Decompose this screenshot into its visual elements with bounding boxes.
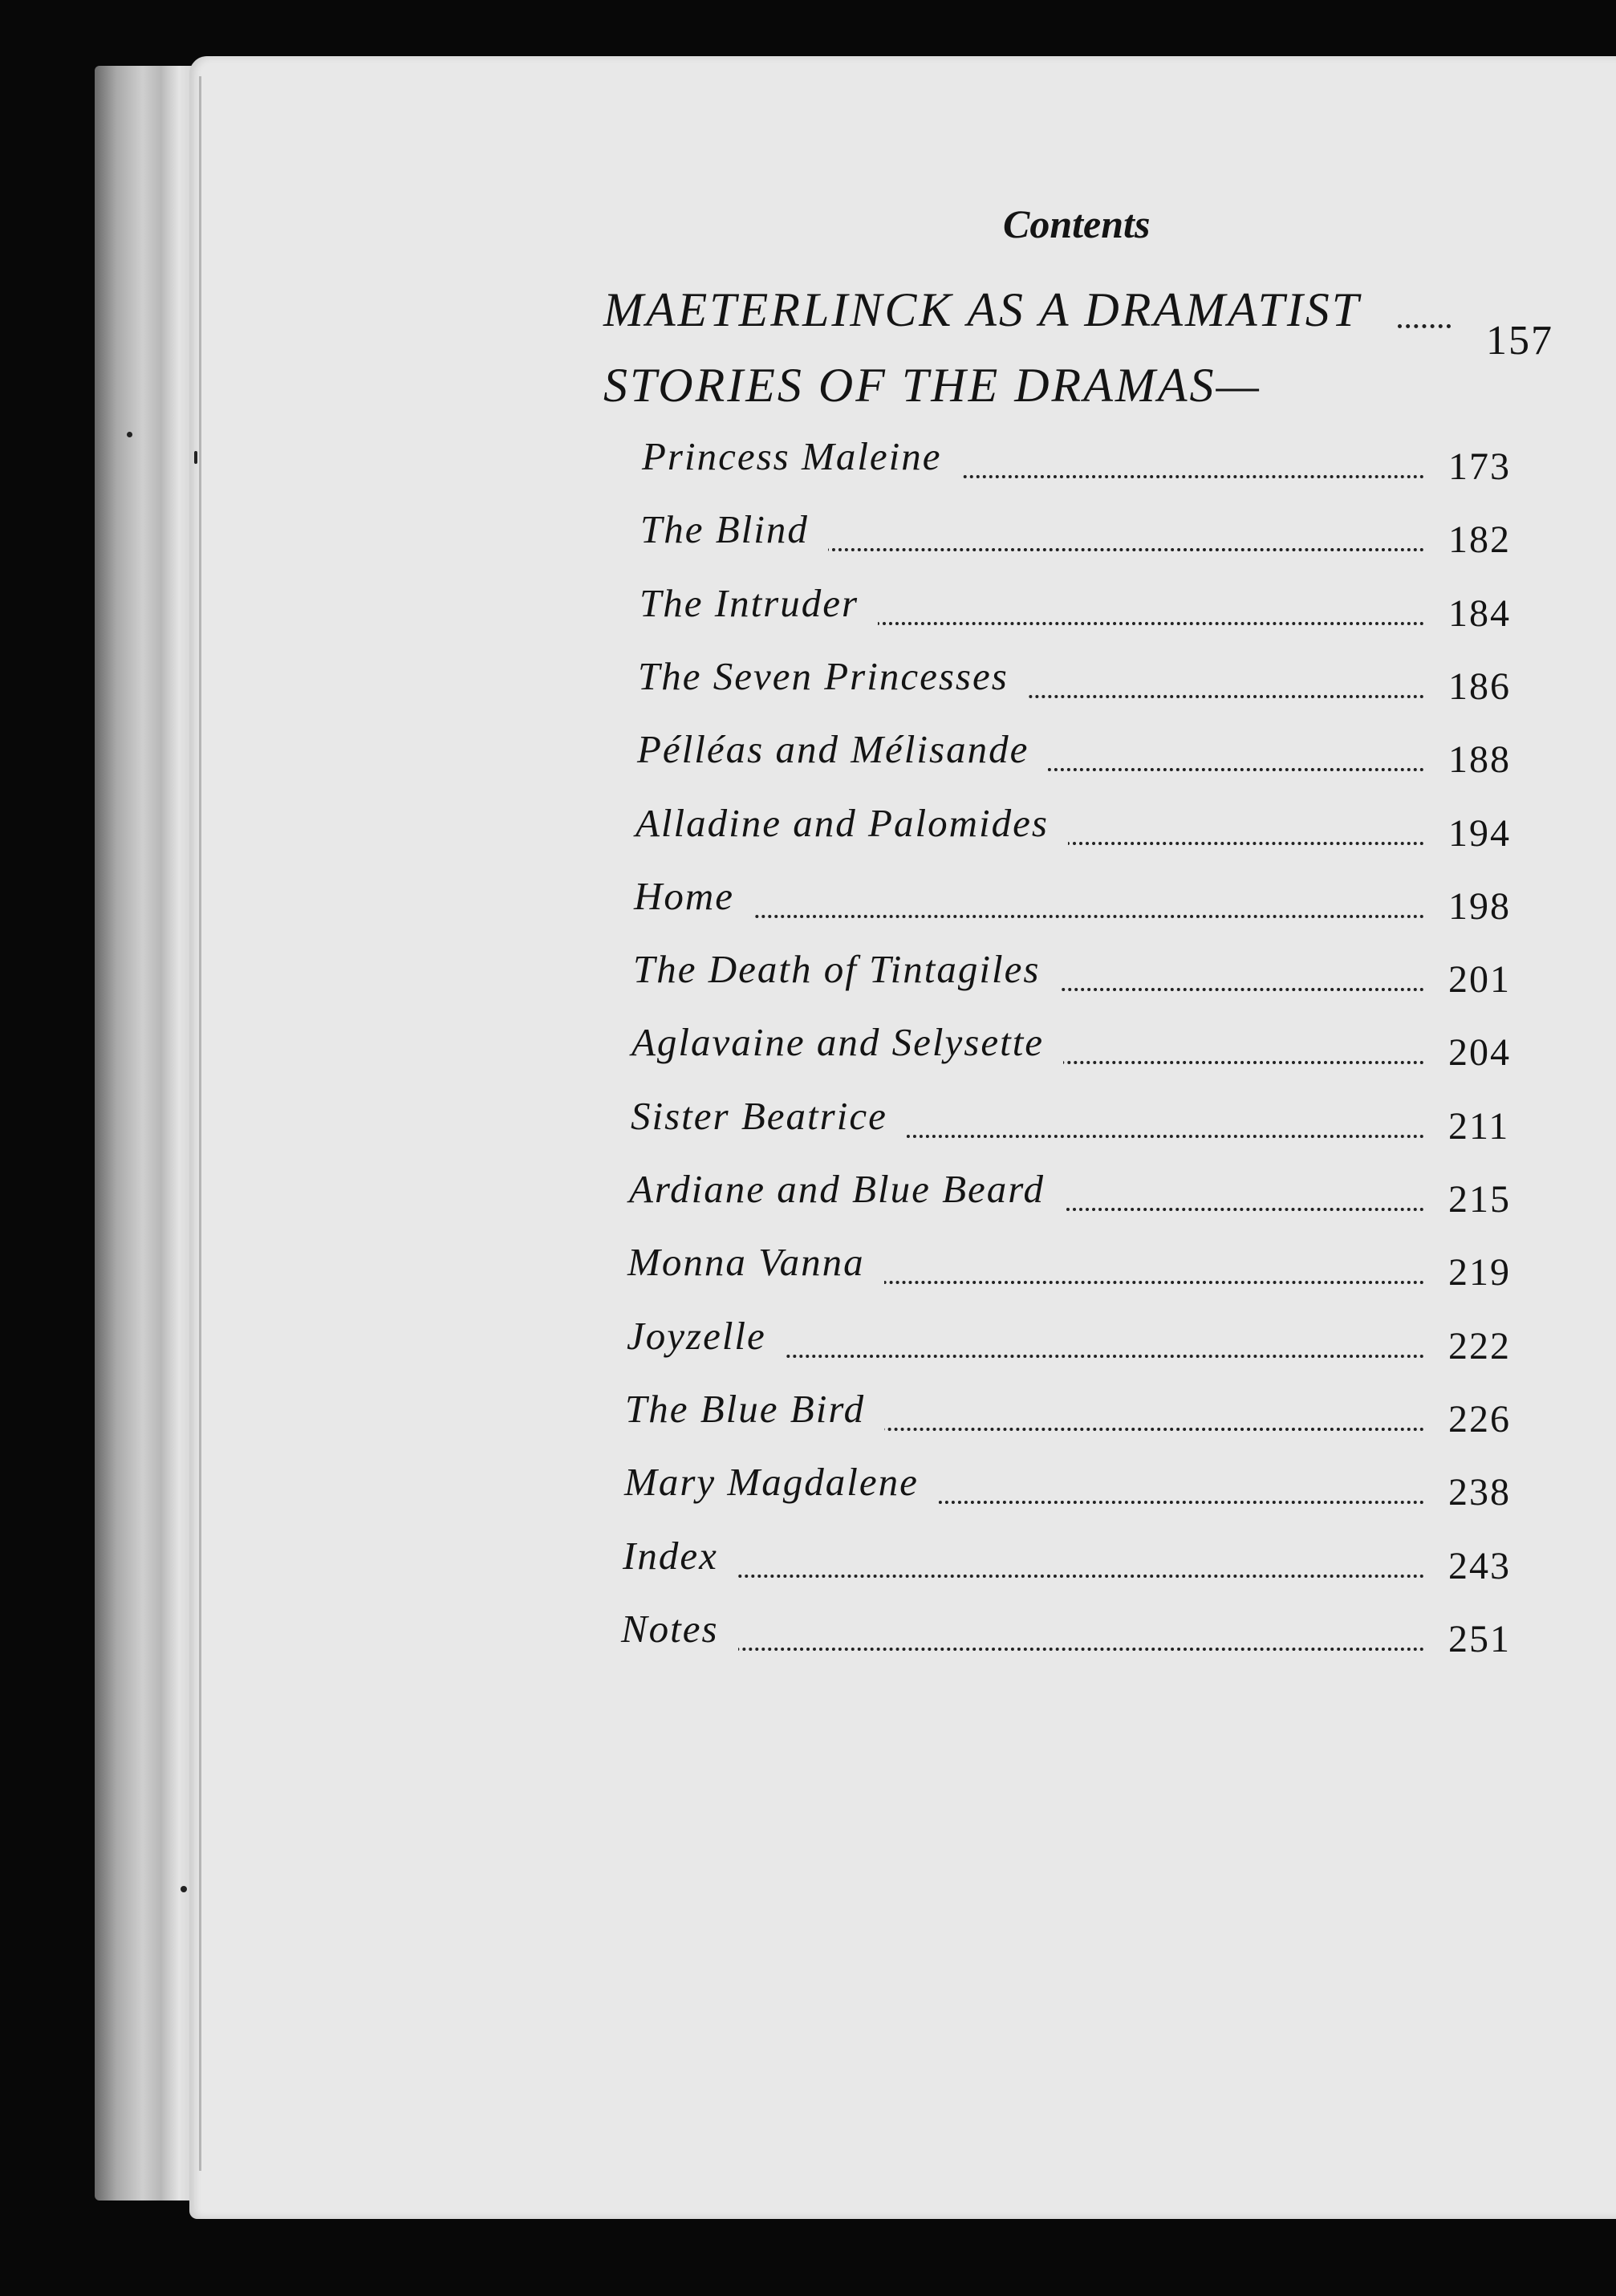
page-number: 211 [1448, 1105, 1510, 1148]
toc-entry [627, 1239, 1545, 1295]
entry-title: Aglavaine and Selysette [631, 1020, 1045, 1064]
page-number: 226 [1448, 1398, 1511, 1441]
toc-entry [633, 946, 1545, 1002]
page-number: 186 [1448, 665, 1511, 708]
entry-title: Princess Maleine [642, 434, 942, 478]
page-number: 215 [1448, 1178, 1511, 1221]
toc-entry [629, 1166, 1545, 1222]
entry-title: Notes [621, 1607, 719, 1651]
toc-entry [631, 1093, 1545, 1149]
toc-entry [638, 653, 1545, 709]
page-number: 198 [1448, 885, 1511, 928]
page-number: 219 [1448, 1251, 1511, 1294]
page-number: 201 [1448, 958, 1511, 1001]
page-number: 157 [1486, 318, 1553, 364]
page-number: 173 [1448, 445, 1511, 488]
entry-title: Ardiane and Blue Beard [629, 1167, 1046, 1211]
entry-title: The Death of Tintagiles [633, 947, 1041, 991]
page-number: 188 [1448, 738, 1511, 781]
page-number: 243 [1448, 1545, 1511, 1587]
entry-title: Mary Magdalene [624, 1460, 919, 1504]
section-heading: MAETERLINCK AS A DRAMATIST [603, 283, 1362, 336]
entry-title: The Seven Princesses [638, 654, 1009, 698]
entry-title: Alladine and Palomides [635, 801, 1049, 845]
dust-speck [127, 432, 132, 437]
entry-title: Home [634, 874, 735, 918]
toc-entry [625, 1386, 1545, 1442]
toc-entry [639, 580, 1545, 636]
section-heading: STORIES OF THE DRAMAS— [603, 359, 1261, 412]
dot-leader [1398, 321, 1451, 328]
entry-title: The Blue Bird [625, 1387, 866, 1431]
toc-entry [640, 506, 1545, 563]
entry-title: Index [623, 1534, 718, 1578]
toc-entry [623, 1533, 1545, 1589]
toc-entry [635, 800, 1545, 856]
toc-entry [624, 1459, 1545, 1515]
toc-entry [621, 1606, 1545, 1662]
dust-speck [194, 451, 197, 464]
page-number: 182 [1448, 518, 1511, 561]
dust-speck [181, 1886, 187, 1892]
toc-entry [627, 1313, 1545, 1369]
entry-title: The Blind [640, 507, 809, 551]
toc-entry [631, 1019, 1545, 1075]
entry-title: Joyzelle [627, 1314, 766, 1358]
page-number: 238 [1448, 1471, 1511, 1514]
page-number: 184 [1448, 592, 1511, 635]
spine-line [199, 76, 201, 2171]
toc-entry [634, 873, 1545, 929]
entry-title: The Intruder [639, 581, 859, 625]
toc-entry [637, 726, 1545, 782]
page-number: 251 [1448, 1618, 1511, 1660]
entry-title: Monna Vanna [627, 1240, 865, 1284]
page-number: 222 [1448, 1325, 1511, 1367]
toc-entry [642, 433, 1545, 490]
entry-title: Pélléas and Mélisande [637, 727, 1029, 771]
page-number: 204 [1448, 1031, 1511, 1074]
page-title: Contents [1003, 201, 1151, 246]
dot-leader [623, 1538, 1424, 1578]
entry-title: Sister Beatrice [631, 1094, 887, 1138]
page-number: 194 [1448, 812, 1511, 855]
dot-leader [621, 1611, 1424, 1651]
